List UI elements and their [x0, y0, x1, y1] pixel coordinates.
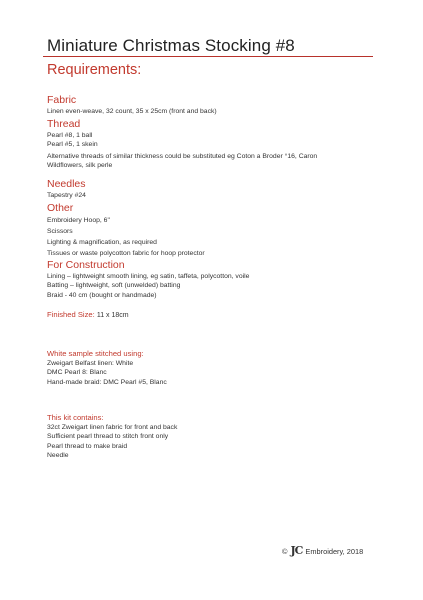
other-line: Tissues or waste polycotton fabric for hoop protector: [47, 250, 205, 257]
kit-line: 32ct Zweigart linen fabric for front and back: [47, 424, 178, 431]
other-section: [47, 202, 205, 259]
construction-line: Batting – lightweight, soft (unwelded) batting: [47, 282, 181, 290]
needles-line: Tapestry #24: [47, 192, 86, 199]
page-title: Miniature Christmas Stocking #8: [47, 36, 295, 55]
needles-heading: Needles: [47, 178, 86, 190]
sample-line: DMC Pearl 8: Blanc: [47, 369, 107, 377]
kit-line: Needle: [47, 451, 69, 459]
title-divider: [43, 56, 373, 57]
finished-size-label: Finished Size:: [47, 310, 95, 319]
other-line: Embroidery Hoop, 6": [47, 217, 110, 224]
construction-heading: For Construction: [47, 259, 125, 271]
fabric-heading: Fabric: [47, 94, 77, 106]
kit-heading: This kit contains:: [47, 413, 104, 422]
copyright-symbol: ©: [282, 546, 288, 556]
sample-line: Zweigart Belfast linen: White: [47, 360, 134, 367]
kit-section: [47, 413, 177, 460]
other-line: Scissors: [47, 228, 73, 235]
construction-line: Braid - 40 cm (bought or handmade): [47, 291, 157, 299]
sample-heading: White sample stitched using:: [47, 349, 144, 358]
construction-section: [47, 259, 249, 300]
thread-note: [47, 152, 317, 171]
kit-line: Sufficient pearl thread to stitch front only: [47, 433, 169, 441]
jc-logo-icon: JC: [290, 544, 303, 557]
thread-line: Pearl #8, 1 ball: [47, 132, 93, 139]
finished-size: [47, 310, 129, 321]
kit-line: Pearl thread to make braid: [47, 442, 128, 450]
thread-note-line: Wildflowers, silk perle: [47, 162, 113, 170]
other-line: Lighting & magnification, as required: [47, 239, 157, 246]
sample-line: Hand-made braid: DMC Pearl #5, Blanc: [47, 378, 167, 386]
thread-note-line: Alternative threads of similar thickness could be substituted eg Coton a Broder °16, Caron: [47, 153, 318, 160]
fabric-section: [47, 94, 217, 116]
thread-heading: Thread: [47, 118, 81, 130]
other-heading: Other: [47, 202, 74, 214]
thread-section: [47, 118, 98, 150]
thread-line: Pearl #5, 1 skein: [47, 141, 98, 149]
fabric-line: Linen even-weave, 32 count, 35 x 25cm (front and back): [47, 108, 217, 115]
construction-line: Lining – lightweight smooth lining, eg satin, taffeta, polycotton, voile: [47, 273, 250, 280]
sample-section: [47, 349, 167, 387]
finished-size-value: 11 x 18cm: [96, 312, 129, 319]
footer-text: Embroidery, 2018: [305, 546, 364, 556]
needles-section: [47, 178, 86, 200]
footer-copyright: [282, 546, 363, 556]
requirements-heading: Requirements:: [47, 62, 142, 78]
